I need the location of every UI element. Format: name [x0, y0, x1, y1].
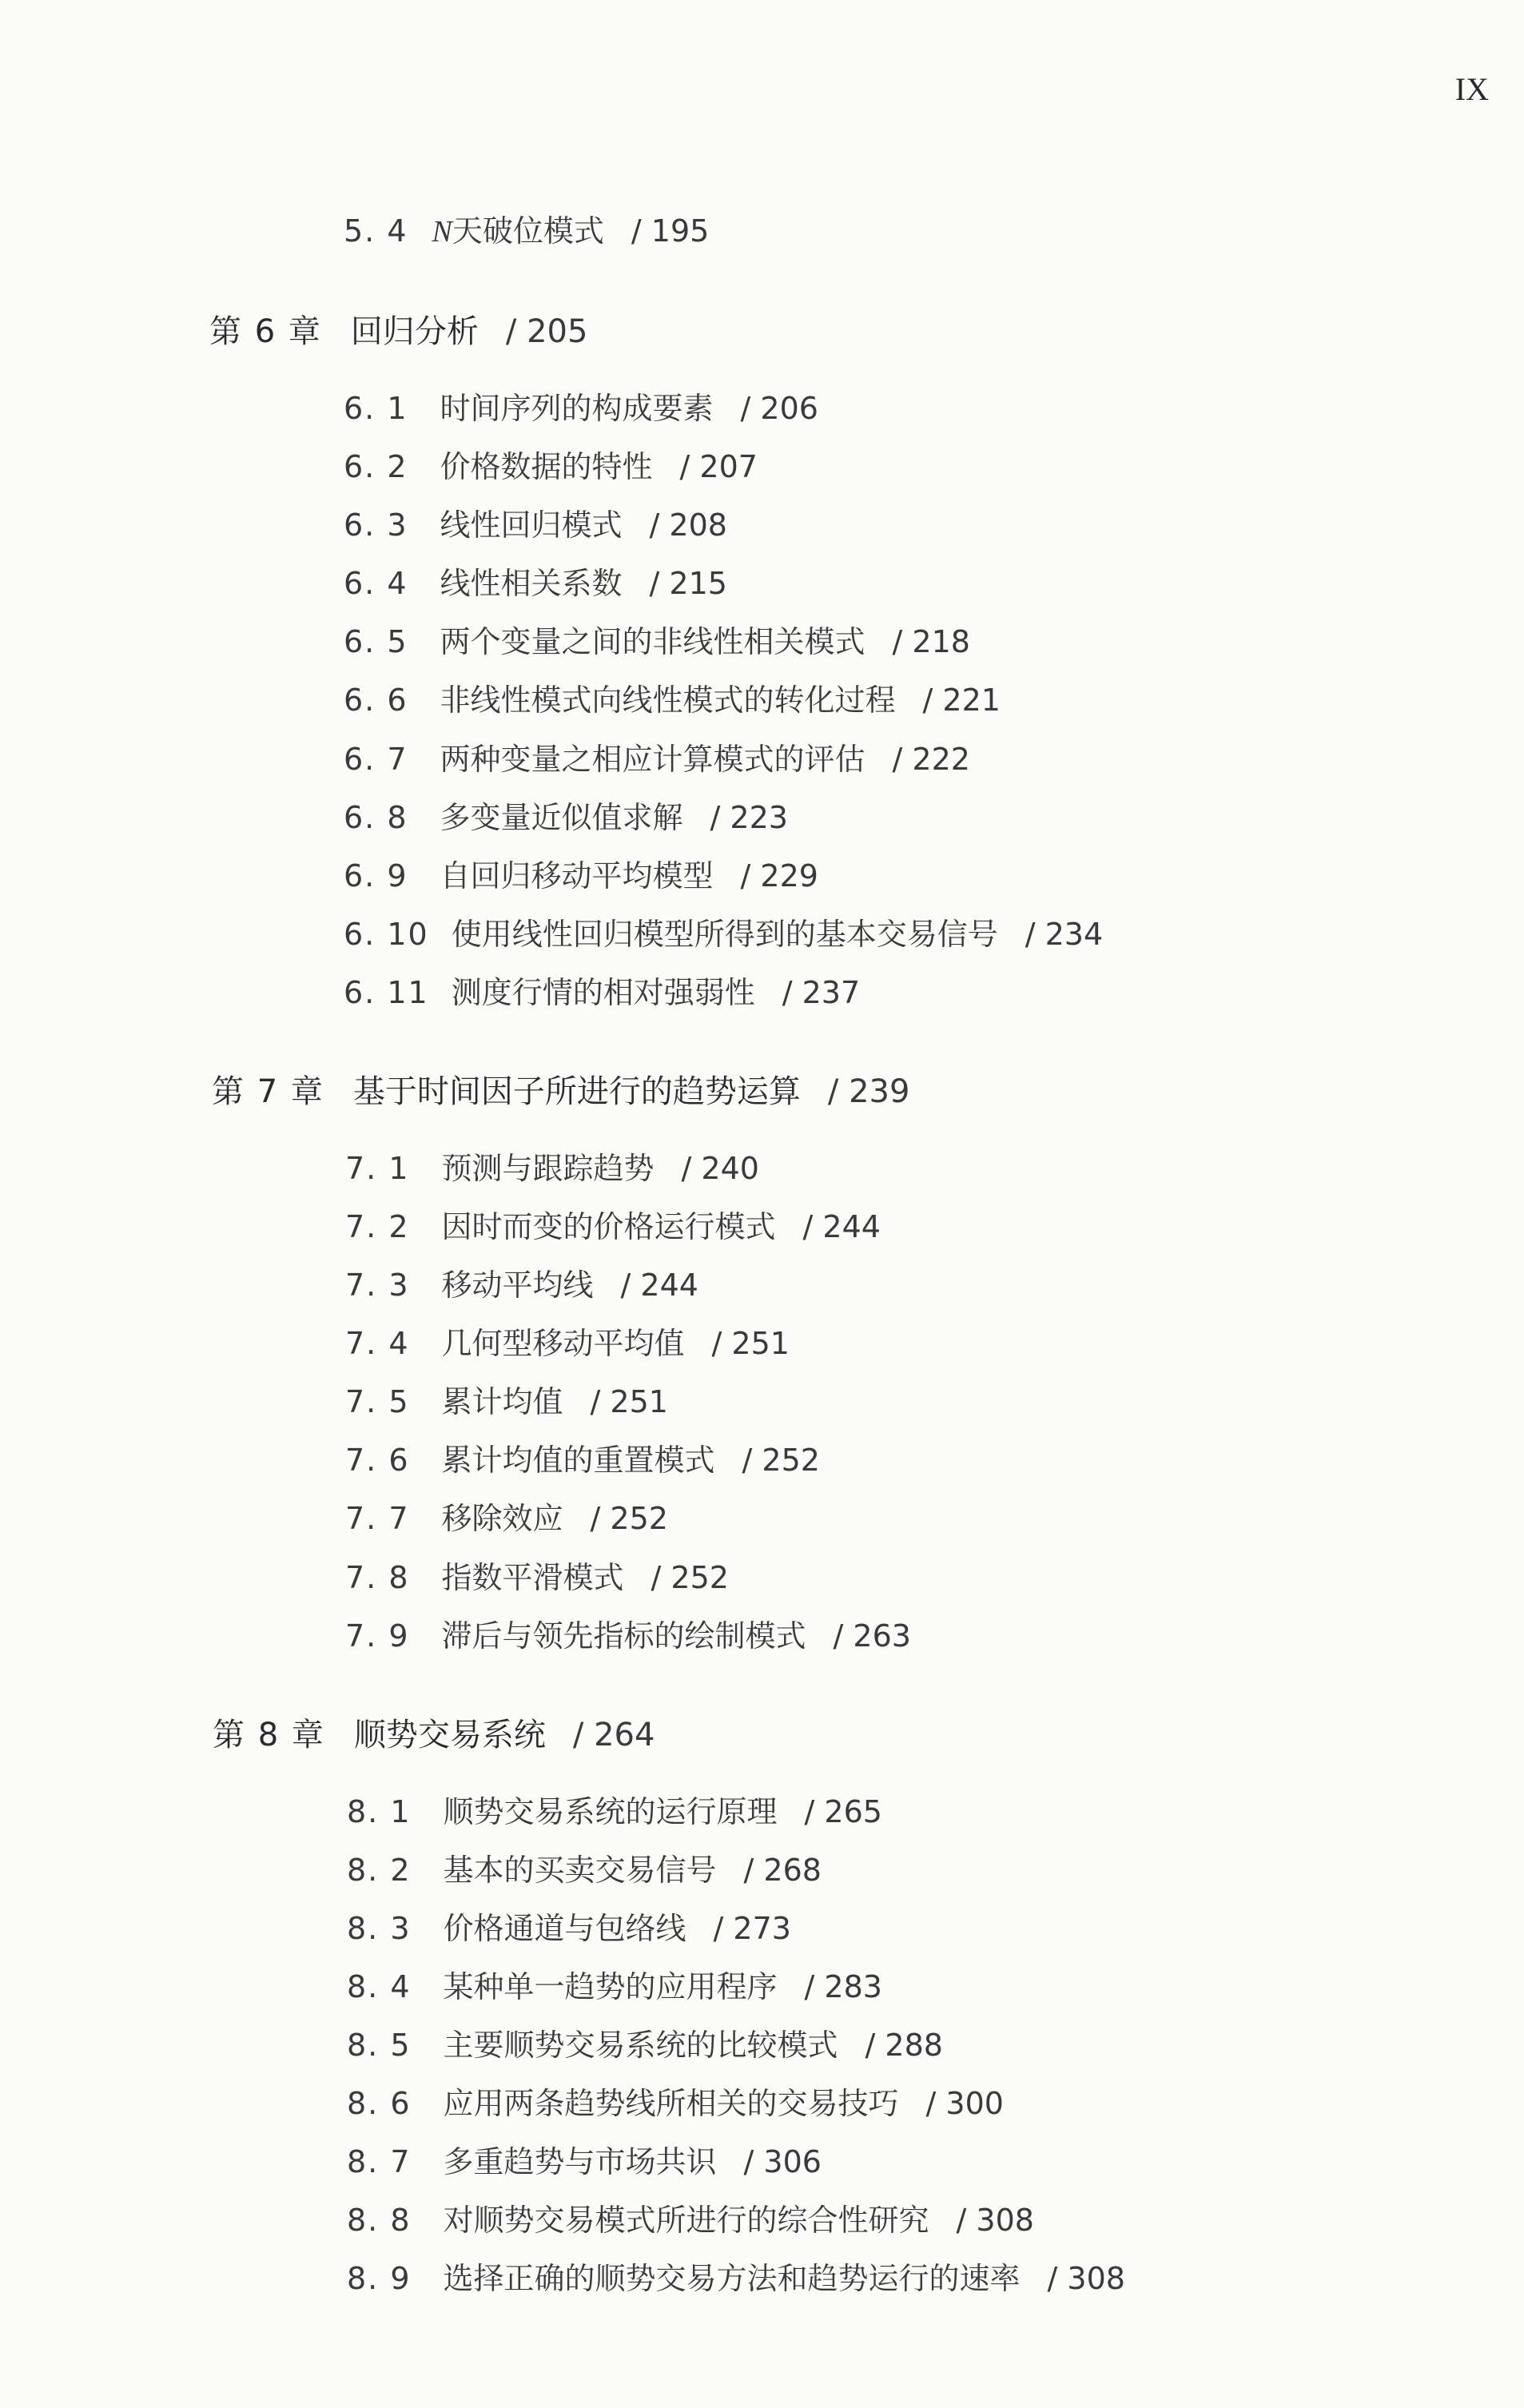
section-page-ref: / 244 — [620, 1268, 698, 1303]
section-title: 选择正确的顺势交易方法和趋势运行的速率 — [443, 2261, 1021, 2296]
section-number: 7. 8 — [345, 1560, 410, 1595]
section-page-ref: / 268 — [743, 1853, 822, 1888]
chapter-page-ref: / 205 — [505, 313, 588, 350]
chapter-label: 第 8 章 — [213, 1717, 325, 1753]
section-title: 滞后与领先指标的绘制模式 — [441, 1618, 806, 1654]
section-number: 7. 4 — [345, 1326, 410, 1361]
chapter-title: 基于时间因子所进行的趋势运算 — [352, 1073, 801, 1110]
section-number: 8. 6 — [347, 2086, 412, 2121]
section-number: 6. 6 — [344, 683, 408, 718]
section-page-ref: / 229 — [740, 858, 818, 894]
section-page-ref: / 244 — [802, 1209, 881, 1244]
toc-entry-6-6 — [344, 681, 1001, 719]
toc-entry-6-1 — [344, 389, 818, 428]
section-page-ref: / 306 — [743, 2144, 822, 2179]
section-number: 6. 7 — [344, 742, 408, 777]
chapter-heading-ch8 — [213, 1715, 655, 1755]
section-page-ref: / 223 — [710, 800, 788, 835]
chapter-heading-ch7 — [212, 1072, 909, 1112]
section-page-ref: / 300 — [925, 2086, 1004, 2121]
section-number: 6. 4 — [344, 566, 408, 601]
toc-entry-7-8 — [345, 1558, 729, 1597]
section-title: 移除效应 — [441, 1501, 563, 1536]
section-page-ref: / 263 — [833, 1618, 911, 1654]
toc-entry-7-5 — [345, 1383, 668, 1421]
toc-entry-7-1 — [345, 1149, 759, 1188]
section-title: 移动平均线 — [441, 1268, 594, 1303]
chapter-heading-ch6 — [209, 312, 587, 352]
section-number: 5. 4 — [344, 213, 408, 249]
toc-entry-6-4 — [344, 564, 727, 603]
section-number: 8. 4 — [347, 1969, 412, 2004]
section-title: 对顺势交易模式所进行的综合性研究 — [443, 2203, 929, 2238]
section-title: 价格数据的特性 — [440, 449, 653, 484]
section-number: 8. 7 — [347, 2144, 412, 2179]
toc-entry-7-3 — [345, 1266, 698, 1304]
section-title: 测度行情的相对强弱性 — [451, 975, 755, 1010]
section-page-ref: / 221 — [922, 683, 1001, 718]
section-number: 7. 5 — [345, 1384, 410, 1419]
section-number: 6. 8 — [344, 800, 408, 835]
section-number: 8. 2 — [347, 1853, 412, 1888]
section-page-ref: / 237 — [782, 975, 861, 1010]
toc-entry-6-9 — [344, 857, 818, 895]
section-title: 自回归移动平均模型 — [440, 858, 714, 894]
section-title: 应用两条趋势线所相关的交易技巧 — [443, 2086, 899, 2121]
toc-entry-7-6 — [345, 1441, 820, 1479]
section-number: 8. 5 — [347, 2028, 412, 2063]
chapter-title: 回归分析 — [350, 313, 479, 350]
toc-entry-8-8 — [347, 2201, 1034, 2239]
section-title: 主要顺势交易系统的比较模式 — [443, 2028, 838, 2063]
section-title: 线性回归模式 — [440, 507, 623, 543]
section-title: 某种单一趋势的应用程序 — [443, 1969, 778, 2004]
section-number: 6. 11 — [344, 975, 429, 1010]
section-page-ref: / 265 — [804, 1794, 882, 1829]
toc-entry-6-5 — [344, 623, 970, 661]
section-title: 基本的买卖交易信号 — [443, 1853, 717, 1888]
toc-entry-6-11 — [344, 973, 860, 1012]
toc-entry-7-2 — [345, 1208, 881, 1246]
section-title: 多重趋势与市场共识 — [443, 2144, 717, 2179]
section-number: 8. 1 — [347, 1794, 412, 1829]
section-page-ref: / 308 — [1047, 2261, 1125, 2296]
section-title-prefix: N — [432, 215, 452, 249]
section-title: 两种变量之相应计算模式的评估 — [440, 742, 865, 777]
toc-entry-8-9 — [347, 2259, 1125, 2298]
toc-entry-8-2 — [347, 1851, 822, 1889]
section-title: 价格通道与包络线 — [443, 1911, 686, 1946]
chapter-title: 顺势交易系统 — [353, 1717, 546, 1753]
toc-entry-8-1 — [347, 1793, 882, 1831]
section-page-ref: / 234 — [1025, 917, 1104, 952]
section-page-ref: / 252 — [651, 1560, 729, 1595]
section-page-ref: / 215 — [649, 566, 727, 601]
section-number: 7. 7 — [345, 1501, 410, 1536]
section-number: 7. 2 — [345, 1209, 410, 1244]
section-title: 因时而变的价格运行模式 — [441, 1209, 776, 1244]
section-page-ref: / 308 — [956, 2203, 1034, 2238]
section-title: 非线性模式向线性模式的转化过程 — [440, 683, 896, 718]
chapter-page-ref: / 264 — [572, 1717, 655, 1753]
section-number: 8. 8 — [347, 2203, 412, 2238]
section-number: 8. 9 — [347, 2261, 412, 2296]
toc-entry-7-7 — [345, 1499, 668, 1538]
section-title: 几何型移动平均值 — [441, 1326, 685, 1361]
chapter-label: 第 6 章 — [209, 313, 322, 350]
section-number: 6. 1 — [344, 391, 408, 426]
section-number: 6. 10 — [344, 917, 429, 952]
section-title: 时间序列的构成要素 — [440, 391, 714, 426]
section-page-ref: / 208 — [649, 507, 727, 543]
section-number: 7. 1 — [345, 1151, 410, 1186]
toc-entry-6-3 — [344, 506, 727, 544]
toc-entry-7-4 — [345, 1324, 790, 1363]
toc-entry-8-6 — [347, 2084, 1004, 2123]
toc-entry-8-4 — [347, 1968, 882, 2006]
section-page-ref: / 207 — [679, 449, 758, 484]
section-page-ref: / 206 — [740, 391, 818, 426]
section-page-ref: / 240 — [681, 1151, 759, 1186]
toc-entry-6-10 — [344, 915, 1103, 953]
section-page-ref: / 251 — [590, 1384, 668, 1419]
chapter-page-ref: / 239 — [827, 1073, 910, 1110]
section-title: 顺势交易系统的运行原理 — [443, 1794, 778, 1829]
section-title: 两个变量之间的非线性相关模式 — [440, 624, 865, 659]
section-title: 使用线性回归模型所得到的基本交易信号 — [451, 917, 998, 952]
section-number: 6. 5 — [344, 624, 408, 659]
section-title: 预测与跟踪趋势 — [441, 1151, 655, 1186]
section-number: 7. 9 — [345, 1618, 410, 1654]
section-page-ref: / 195 — [631, 213, 710, 249]
section-title — [432, 213, 604, 249]
section-page-ref: / 252 — [590, 1501, 668, 1536]
section-title: 累计均值 — [441, 1384, 563, 1419]
section-page-ref: / 273 — [713, 1911, 791, 1946]
section-title-text: 天破位模式 — [452, 213, 604, 249]
section-page-ref: / 222 — [892, 742, 970, 777]
toc-entry-8-7 — [347, 2143, 822, 2181]
section-number: 8. 3 — [347, 1911, 412, 1946]
toc-entry-7-9 — [345, 1617, 911, 1655]
toc-entry-8-3 — [347, 1909, 791, 1948]
section-number: 7. 3 — [345, 1268, 410, 1303]
section-page-ref: / 288 — [865, 2028, 943, 2063]
section-page-ref: / 283 — [804, 1969, 882, 2004]
section-page-ref: / 252 — [742, 1443, 820, 1478]
page-number: IX — [1454, 71, 1489, 107]
section-title: 累计均值的重置模式 — [441, 1443, 715, 1478]
section-number: 6. 2 — [344, 449, 408, 484]
section-page-ref: / 251 — [711, 1326, 790, 1361]
section-number: 6. 3 — [344, 507, 408, 543]
toc-entry-5-4 — [344, 212, 709, 251]
toc-entry-6-8 — [344, 798, 788, 837]
section-title: 多变量近似值求解 — [440, 800, 683, 835]
section-number: 6. 9 — [344, 858, 408, 894]
toc-entry-8-5 — [347, 2026, 943, 2064]
toc-entry-6-7 — [344, 740, 970, 778]
section-title: 线性相关系数 — [440, 566, 623, 601]
section-page-ref: / 218 — [892, 624, 970, 659]
chapter-label: 第 7 章 — [212, 1073, 324, 1110]
section-title: 指数平滑模式 — [441, 1560, 624, 1595]
toc-entry-6-2 — [344, 448, 758, 486]
section-number: 7. 6 — [345, 1443, 410, 1478]
